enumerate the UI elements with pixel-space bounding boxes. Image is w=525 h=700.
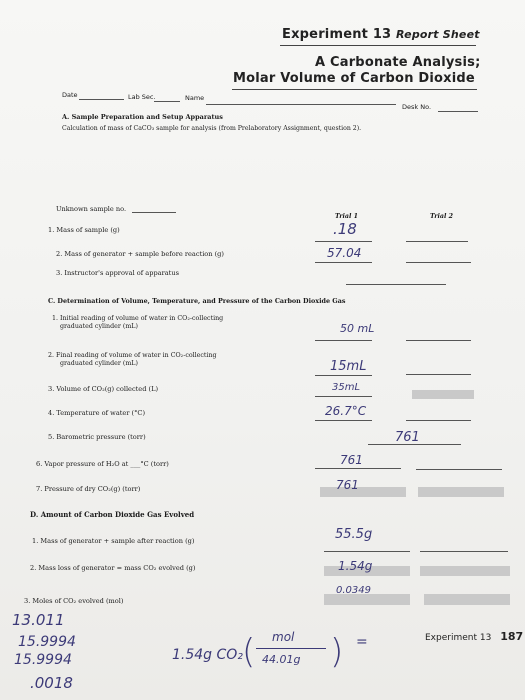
approval-line: [346, 284, 446, 285]
hw-mass-loss: 1.54g: [338, 559, 373, 573]
hw-moles: 0.0349: [336, 585, 371, 596]
trial2-line-r2: [406, 262, 471, 263]
row-final-vol-b: graduated cylinder (mL): [60, 360, 138, 367]
lab-sec-field[interactable]: [154, 101, 180, 102]
hw-calc-1: 13.011: [12, 611, 65, 629]
date-label: Date: [62, 91, 78, 99]
title-rule-2: [232, 89, 477, 90]
trial2-shade-c7: [418, 487, 504, 497]
hw-temp: 26.7°C: [325, 404, 367, 418]
row-vol-co2: 3. Volume of CO₂(g) collected (L): [48, 385, 159, 393]
hw-dry-p: 761: [336, 478, 359, 492]
trial1-line-c6: [315, 468, 401, 469]
name-field[interactable]: [206, 104, 396, 105]
trial1-shade-c7: [320, 487, 406, 497]
trial1-line-c1: [315, 340, 372, 341]
trial2-line-d1: [420, 551, 508, 552]
section-a-title: A. Sample Preparation and Setup Apparatus: [62, 113, 223, 121]
hw-paren-open: (: [242, 632, 256, 672]
row-approval: 3. Instructor's approval of apparatus: [56, 269, 179, 277]
row-mass-loss: 2. Mass loss of generator = mass CO₂ evolved (g): [30, 564, 196, 572]
hw-mass-sample: .18: [333, 220, 357, 238]
hw-calc-5: 1.54g CO₂: [172, 647, 243, 663]
hw-calc-2: 15.9994: [18, 634, 76, 650]
hw-baro: 761: [395, 430, 420, 445]
hw-calc-6: mol: [272, 630, 295, 644]
section-c-title: C. Determination of Volume, Temperature, and Pressure of the Carbon Dioxide Gas: [48, 297, 346, 305]
row-mass-before: 2. Mass of generator + sample before reaction (g): [56, 250, 224, 258]
desk-field[interactable]: [438, 111, 478, 112]
name-label: Name: [185, 94, 205, 102]
row-final-vol: [48, 352, 217, 368]
trial2-line-c6: [416, 469, 502, 470]
trial2-line-r1: [406, 241, 468, 242]
desk-label: Desk No.: [402, 103, 432, 111]
hw-vol-co2: 35mL: [332, 382, 361, 393]
title-line-2: Molar Volume of Carbon Dioxide: [233, 71, 475, 86]
lab-sec-label: Lab Sec.: [128, 93, 156, 101]
row-vapor: 6. Vapor pressure of H₂O at ___°C (torr): [36, 460, 169, 468]
row-baro: 5. Barometric pressure (torr): [48, 433, 146, 441]
trial1-line-c2: [315, 375, 372, 376]
hw-mass-after: 55.5g: [335, 527, 373, 542]
footer-label: Experiment 13: [425, 633, 492, 643]
trial2-shade-d2: [420, 566, 510, 576]
unknown-field[interactable]: [132, 212, 176, 213]
row-dry-p: 7. Pressure of dry CO₂(g) (torr): [36, 485, 141, 493]
row-mass-sample: 1. Mass of sample (g): [48, 226, 120, 234]
section-d-title: D. Amount of Carbon Dioxide Gas Evolved: [30, 510, 195, 519]
hw-calc-4: .0018: [30, 674, 73, 692]
section-a-note: Calculation of mass of CaCO₃ sample for analysis (from Prelaboratory Assignment, question 2).: [62, 125, 362, 132]
trial1-line-c4: [315, 420, 372, 421]
unknown-label: Unknown sample no.: [56, 205, 127, 213]
hw-calc-8: =: [356, 634, 368, 650]
trial2-line-c2: [406, 374, 471, 375]
row-moles: 3. Moles of CO₂ evolved (mol): [24, 597, 124, 605]
trial1-line-r1: [315, 241, 372, 242]
hw-initial-vol: 50 mL: [340, 322, 375, 335]
hw-calc-7: 44.01g: [262, 653, 301, 666]
experiment-title: Experiment 13 Report Sheet: [282, 27, 480, 42]
trial2-line-c4: [406, 420, 471, 421]
trial2-shade-d3: [424, 594, 510, 605]
hw-mass-before: 57.04: [327, 246, 362, 260]
hw-vapor: 761: [340, 453, 363, 467]
trial-1-header: Trial 1: [335, 213, 358, 220]
row-temp: 4. Temperature of water (°C): [48, 409, 146, 417]
hw-paren-close: ): [330, 632, 344, 672]
trial2-line-c1: [406, 340, 471, 341]
footer: [425, 630, 523, 643]
hw-calc-3: 15.9994: [14, 652, 72, 668]
row-initial-vol: [52, 315, 223, 331]
title-line-1: A Carbonate Analysis;: [315, 55, 481, 70]
row-final-vol-a: 2. Final reading of volume of water in CO₂-collecting: [48, 352, 217, 359]
hw-final-vol: 15mL: [330, 359, 367, 374]
date-field[interactable]: [79, 99, 124, 100]
trial1-line-d1: [324, 551, 410, 552]
row-initial-vol-b: graduated cylinder (mL): [60, 323, 138, 330]
trial2-shade-c3: [412, 390, 474, 399]
trial-2-header: Trial 2: [430, 213, 453, 220]
row-initial-vol-a: 1. Initial reading of volume of water in CO₂-collecting: [52, 315, 224, 322]
title-rule: [280, 45, 476, 46]
trial1-line-r2: [315, 262, 372, 263]
row-mass-after: 1. Mass of generator + sample after reaction (g): [32, 537, 195, 545]
trial1-line-c3: [315, 396, 372, 397]
page-number: 187: [500, 630, 524, 643]
hw-fraction-bar: [256, 648, 326, 649]
